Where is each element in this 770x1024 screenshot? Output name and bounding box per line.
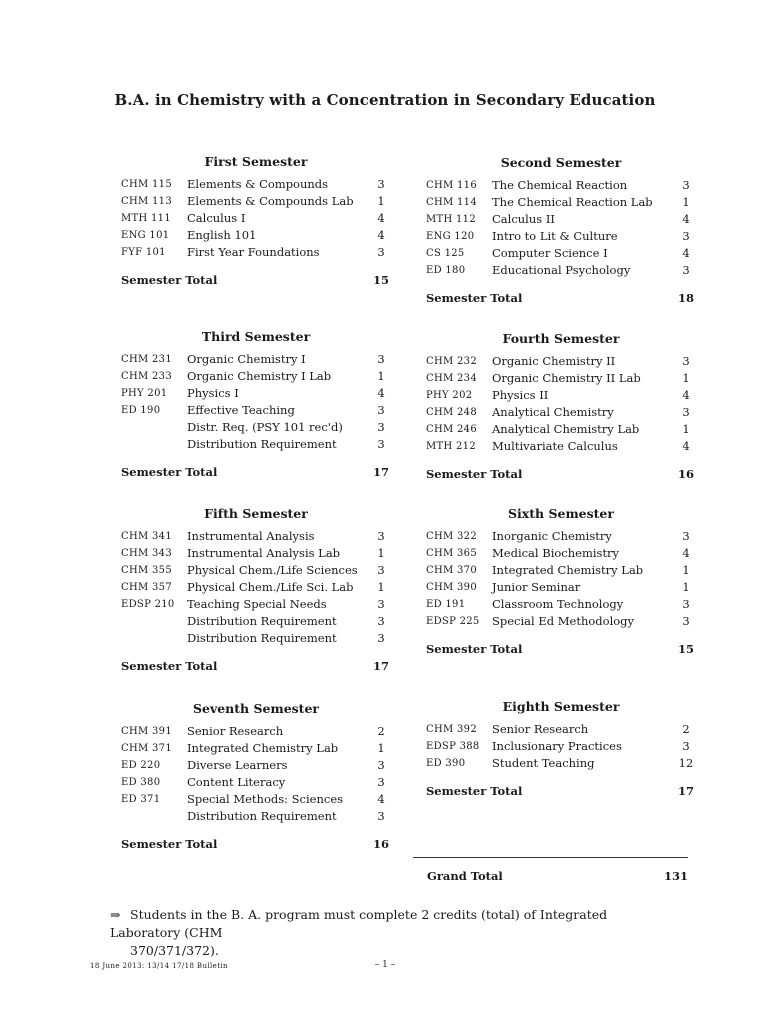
semester-total-label: Semester Total: [426, 291, 523, 305]
course-credits: 1: [682, 422, 690, 436]
course-credits: 4: [682, 546, 690, 560]
semester-block: [121, 154, 391, 289]
course-code: MTH 111: [121, 213, 171, 224]
semester-total-label: Semester Total: [426, 784, 523, 798]
course-code: CHM 390: [426, 582, 477, 593]
course-credits: 3: [377, 437, 385, 451]
course-row: [426, 738, 696, 755]
course-name: Physics II: [492, 388, 549, 402]
semester-total-label: Semester Total: [426, 467, 523, 481]
course-credits: 3: [377, 420, 385, 434]
course-row: [426, 370, 696, 387]
course-row: [121, 808, 391, 825]
course-code: CHM 115: [121, 179, 172, 190]
note-line-1: Students in the B. A. program must complete 2 credits (total) of Integrated Laboratory (CHM: [110, 907, 608, 940]
course-code: ENG 120: [426, 231, 475, 242]
course-name: Organic Chemistry II: [492, 354, 616, 368]
semester-total-row: [426, 465, 696, 483]
course-credits: 3: [377, 597, 385, 611]
semester-total-label: Semester Total: [121, 659, 218, 673]
course-code: ED 191: [426, 599, 466, 610]
course-code: ED 220: [121, 760, 161, 771]
semester-block: [121, 506, 391, 675]
grand-total-value: 131: [663, 869, 688, 883]
course-name: Organic Chemistry I: [187, 352, 306, 366]
course-name: Medical Biochemistry: [492, 546, 620, 560]
course-code: CHM 371: [121, 743, 172, 754]
semester-total-value: 16: [677, 467, 694, 481]
course-credits: 3: [682, 354, 690, 368]
semester-total-value: 16: [372, 837, 389, 851]
course-row: [426, 353, 696, 370]
course-credits: 1: [377, 741, 385, 755]
course-credits: 3: [682, 597, 690, 611]
semester-block: [426, 155, 696, 307]
course-row: [426, 528, 696, 545]
course-code: CHM 231: [121, 354, 172, 365]
course-credits: 4: [377, 386, 385, 400]
course-credits: 3: [682, 178, 690, 192]
grand-total-rule: [413, 857, 688, 858]
course-row: [426, 245, 696, 262]
course-name: Integrated Chemistry Lab: [492, 563, 644, 577]
page-title: B.A. in Chemistry with a Concentration in Secondary Education: [114, 91, 656, 109]
course-name: Classroom Technology: [492, 597, 624, 611]
semester-total-label: Semester Total: [121, 465, 218, 479]
semester-total-row: [426, 782, 696, 800]
course-name: Distribution Requirement: [187, 809, 337, 823]
course-row: [121, 545, 391, 562]
course-row: [426, 211, 696, 228]
course-credits: 4: [682, 212, 690, 226]
course-code: CHM 232: [426, 356, 477, 367]
course-name: Intro to Lit & Culture: [492, 229, 618, 243]
course-credits: 4: [682, 439, 690, 453]
semester-heading: Third Semester: [201, 329, 311, 344]
course-row: [426, 562, 696, 579]
course-credits: 2: [682, 722, 690, 736]
course-name: Integrated Chemistry Lab: [187, 741, 339, 755]
course-name: Instrumental Analysis: [187, 529, 315, 543]
course-name: Multivariate Calculus: [492, 439, 618, 453]
course-row: [426, 421, 696, 438]
semester-total-value: 18: [677, 291, 694, 305]
course-credits: 3: [682, 405, 690, 419]
course-row: [121, 402, 391, 419]
course-name: Organic Chemistry II Lab: [492, 371, 641, 385]
course-row: [121, 740, 391, 757]
course-row: [426, 387, 696, 404]
course-credits: 1: [377, 546, 385, 560]
semester-heading: Seventh Semester: [192, 701, 319, 716]
semester-heading: Eighth Semester: [502, 699, 620, 714]
course-credits: 3: [377, 631, 385, 645]
course-code: EDSP 210: [121, 599, 175, 610]
course-row: [121, 791, 391, 808]
course-code: CHM 343: [121, 548, 172, 559]
course-row: [121, 368, 391, 385]
course-name: Content Literacy: [187, 775, 286, 789]
course-code: CHM 357: [121, 582, 172, 593]
course-name: Elements & Compounds: [187, 177, 329, 191]
course-row: [121, 630, 391, 647]
course-credits: 1: [682, 580, 690, 594]
course-credits: 1: [682, 371, 690, 385]
course-credits: 3: [377, 529, 385, 543]
semester-heading: First Semester: [204, 154, 308, 169]
course-code: ED 371: [121, 794, 161, 805]
course-credits: 3: [377, 809, 385, 823]
course-row: [121, 723, 391, 740]
course-row: [121, 757, 391, 774]
course-name: Analytical Chemistry Lab: [492, 422, 640, 436]
course-credits: 1: [377, 369, 385, 383]
course-row: [121, 193, 391, 210]
course-name: Physical Chem./Life Sci. Lab: [187, 580, 354, 594]
course-code: CHM 370: [426, 565, 477, 576]
course-code: MTH 212: [426, 441, 476, 452]
course-row: [426, 194, 696, 211]
course-code: FYF 101: [121, 247, 166, 258]
course-credits: 1: [682, 195, 690, 209]
course-code: CHM 116: [426, 180, 477, 191]
course-row: [426, 177, 696, 194]
course-name: Diverse Learners: [187, 758, 288, 772]
course-code: CS 125: [426, 248, 465, 259]
course-code: CHM 246: [426, 424, 477, 435]
course-credits: 4: [377, 792, 385, 806]
course-row: [121, 774, 391, 791]
course-name: Calculus I: [187, 211, 246, 225]
course-name: Special Methods: Sciences: [187, 792, 344, 806]
course-credits: 3: [682, 229, 690, 243]
course-code: CHM 248: [426, 407, 477, 418]
course-code: CHM 113: [121, 196, 172, 207]
course-row: [121, 351, 391, 368]
course-code: CHM 322: [426, 531, 477, 542]
course-credits: 3: [682, 529, 690, 543]
course-code: CHM 114: [426, 197, 477, 208]
semester-total-value: 17: [677, 784, 694, 798]
course-row: [426, 404, 696, 421]
course-credits: 3: [377, 563, 385, 577]
semester-total-value: 15: [372, 273, 389, 287]
semester-heading: Fifth Semester: [204, 506, 308, 521]
course-name: The Chemical Reaction Lab: [492, 195, 653, 209]
course-credits: 3: [377, 758, 385, 772]
course-credits: 4: [377, 228, 385, 242]
course-credits: 3: [377, 775, 385, 789]
course-code: CHM 365: [426, 548, 477, 559]
semester-total-label: Semester Total: [426, 642, 523, 656]
course-name: Teaching Special Needs: [187, 597, 327, 611]
program-note: [110, 906, 670, 960]
course-credits: 4: [682, 388, 690, 402]
course-name: Physical Chem./Life Sciences: [187, 563, 358, 577]
course-credits: 2: [377, 724, 385, 738]
course-name: Distribution Requirement: [187, 437, 337, 451]
course-credits: 3: [377, 403, 385, 417]
semester-heading: Fourth Semester: [502, 331, 620, 346]
semester-block: [426, 506, 696, 658]
course-credits: 1: [682, 563, 690, 577]
semester-block: [121, 701, 391, 853]
course-credits: 3: [682, 263, 690, 277]
course-credits: 3: [377, 177, 385, 191]
course-code: ED 390: [426, 758, 466, 769]
course-credits: 4: [377, 211, 385, 225]
course-name: Calculus II: [492, 212, 555, 226]
course-credits: 3: [377, 614, 385, 628]
course-name: Student Teaching: [492, 756, 595, 770]
course-credits: 3: [682, 739, 690, 753]
course-code: CHM 391: [121, 726, 172, 737]
course-name: Instrumental Analysis Lab: [187, 546, 341, 560]
course-credits: 3: [682, 614, 690, 628]
course-row: [426, 262, 696, 279]
course-name: Computer Science I: [492, 246, 608, 260]
course-name: Organic Chemistry I Lab: [187, 369, 332, 383]
course-row: [121, 244, 391, 261]
semester-total-value: 15: [677, 642, 694, 656]
semester-total-row: [426, 289, 696, 307]
course-credits: 3: [377, 245, 385, 259]
course-credits: 12: [678, 756, 694, 770]
course-name: Distribution Requirement: [187, 614, 337, 628]
course-name: The Chemical Reaction: [492, 178, 628, 192]
course-row: [121, 210, 391, 227]
semester-block: [426, 699, 696, 800]
semester-block: [121, 329, 391, 481]
course-name: Effective Teaching: [187, 403, 295, 417]
course-row: [121, 227, 391, 244]
course-name: Inclusionary Practices: [492, 739, 622, 753]
semester-total-value: 17: [372, 659, 389, 673]
semester-heading: Second Semester: [500, 155, 622, 170]
course-row: [121, 528, 391, 545]
course-row: [121, 613, 391, 630]
semester-total-label: Semester Total: [121, 273, 218, 287]
course-code: ED 190: [121, 405, 161, 416]
course-name: English 101: [187, 228, 257, 242]
course-name: Inorganic Chemistry: [492, 529, 612, 543]
course-credits: 1: [377, 194, 385, 208]
course-name: Physics I: [187, 386, 239, 400]
course-row: [426, 228, 696, 245]
course-row: [426, 755, 696, 772]
course-row: [426, 596, 696, 613]
course-name: Senior Research: [492, 722, 589, 736]
semester-total-row: [121, 657, 391, 675]
semester-total-row: [121, 271, 391, 289]
course-row: [121, 579, 391, 596]
course-row: [426, 613, 696, 630]
course-credits: 4: [682, 246, 690, 260]
course-code: EDSP 225: [426, 616, 480, 627]
course-code: CHM 392: [426, 724, 477, 735]
course-code: ED 380: [121, 777, 161, 788]
course-code: CHM 233: [121, 371, 172, 382]
note-line-2: 370/371/372).: [130, 943, 219, 958]
grand-total-row: [427, 867, 688, 885]
course-code: CHM 355: [121, 565, 172, 576]
course-code: ED 180: [426, 265, 466, 276]
arrow-icon: ⇒: [110, 907, 121, 922]
semester-total-label: Semester Total: [121, 837, 218, 851]
course-code: PHY 201: [121, 388, 168, 399]
course-row: [426, 438, 696, 455]
course-row: [121, 385, 391, 402]
course-credits: 1: [377, 580, 385, 594]
course-row: [121, 562, 391, 579]
course-row: [121, 176, 391, 193]
course-row: [121, 419, 391, 436]
course-code: CHM 234: [426, 373, 477, 384]
semester-heading: Sixth Semester: [508, 506, 614, 521]
semester-total-row: [121, 463, 391, 481]
course-row: [121, 436, 391, 453]
course-row: [426, 721, 696, 738]
course-code: ENG 101: [121, 230, 170, 241]
grand-total-label: Grand Total: [427, 869, 503, 883]
semester-total-value: 17: [372, 465, 389, 479]
course-row: [426, 579, 696, 596]
course-code: PHY 202: [426, 390, 473, 401]
course-name: Elements & Compounds Lab: [187, 194, 354, 208]
semester-total-row: [121, 835, 391, 853]
course-code: MTH 112: [426, 214, 476, 225]
course-row: [426, 545, 696, 562]
course-credits: 3: [377, 352, 385, 366]
course-name: First Year Foundations: [187, 245, 320, 259]
page-number: – 1 –: [374, 960, 396, 970]
course-name: Distr. Req. (PSY 101 rec'd): [187, 420, 343, 434]
course-code: EDSP 388: [426, 741, 480, 752]
course-name: Junior Seminar: [492, 580, 581, 594]
course-name: Special Ed Methodology: [492, 614, 635, 628]
course-name: Analytical Chemistry: [492, 405, 614, 419]
course-code: CHM 341: [121, 531, 172, 542]
course-name: Senior Research: [187, 724, 284, 738]
course-row: [121, 596, 391, 613]
course-name: Distribution Requirement: [187, 631, 337, 645]
course-name: Educational Psychology: [492, 263, 631, 277]
footer-date: 18 June 2013: 13/14 17/18 Bulletin: [90, 962, 228, 970]
semester-block: [426, 331, 696, 483]
semester-total-row: [426, 640, 696, 658]
